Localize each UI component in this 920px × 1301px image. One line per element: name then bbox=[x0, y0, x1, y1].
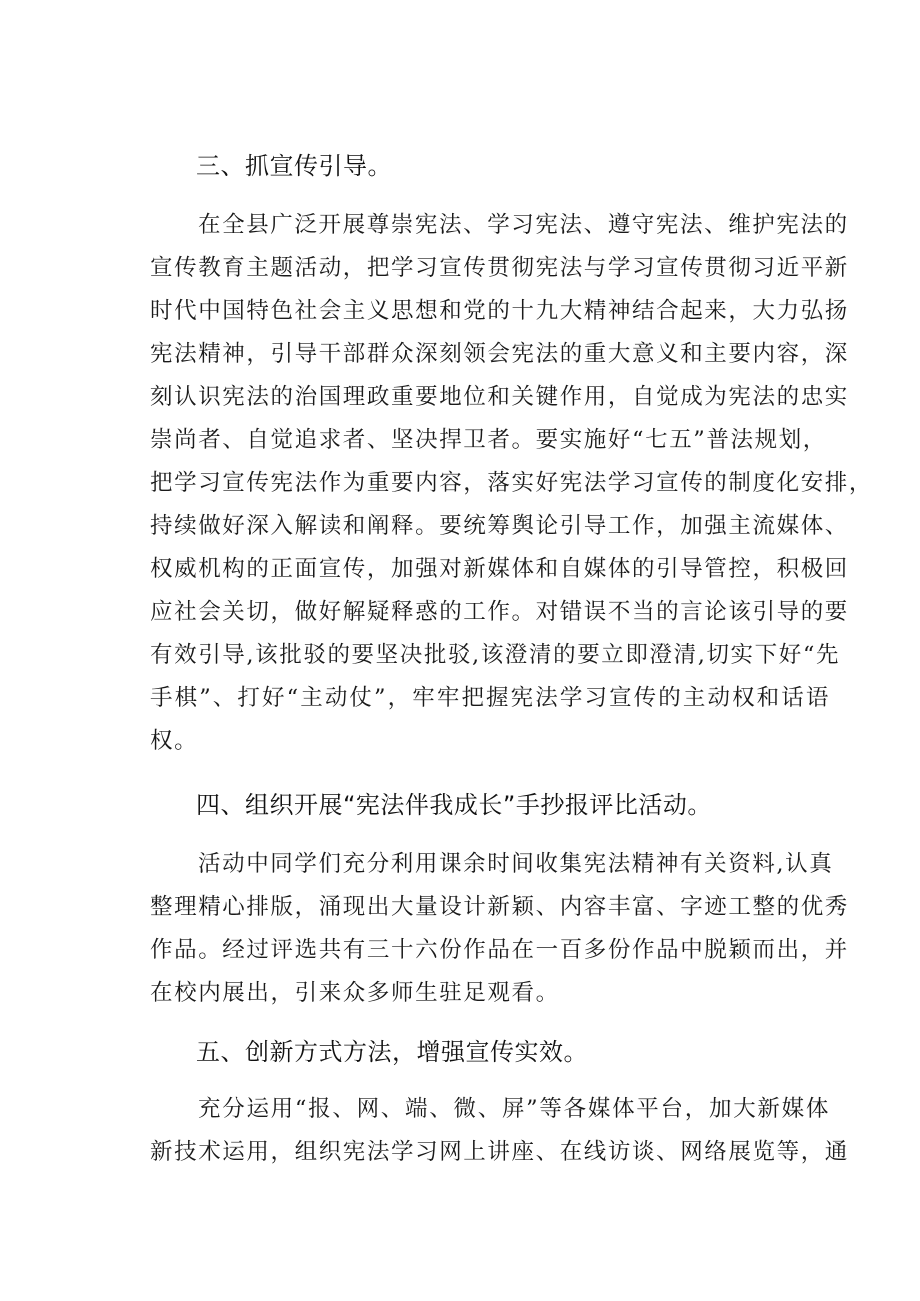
paragraph-line: 新技术运用，组织宪法学习网上讲座、在线访谈、网络展览等，通 bbox=[150, 1139, 849, 1165]
paragraph-line: 有效引导,该批驳的要坚决批驳,该澄清的要立即澄清,切实下好“先 bbox=[150, 642, 841, 668]
paragraph-line: 充分运用“报、网、端、微、屏”等各媒体平台，加大新媒体 bbox=[198, 1096, 830, 1122]
paragraph-line: 持续做好深入解读和阐释。要统筹舆论引导工作，加强主流媒体、 bbox=[150, 513, 849, 539]
paragraph-line: 崇尚者、自觉追求者、坚决捍卫者。要实施好“七五”普法规划， bbox=[150, 427, 827, 453]
paragraph-line: 手棋”、打好“主动仗”，牢牢把握宪法学习宣传的主动权和话语 bbox=[150, 685, 830, 711]
paragraph-line: 权威机构的正面宣传，加强对新媒体和自媒体的引导管控，积极回 bbox=[150, 556, 849, 582]
paragraph-line: 刻认识宪法的治国理政重要地位和关键作用，自觉成为宪法的忠实 bbox=[150, 384, 849, 410]
section-heading-3: 三、抓宣传引导。 bbox=[196, 152, 392, 180]
paragraph-line: 作品。经过评选共有三十六份作品在一百多份作品中脱颖而出，并 bbox=[150, 937, 849, 963]
paragraph-line: 整理精心排版，涌现出大量设计新颖、内容丰富、字迹工整的优秀 bbox=[150, 894, 849, 920]
paragraph-line: 在全县广泛开展尊崇宪法、学习宪法、遵守宪法、维护宪法的 bbox=[198, 212, 849, 238]
paragraph-line: 宣传教育主题活动，把学习宣传贯彻宪法与学习宣传贯彻习近平新 bbox=[150, 255, 849, 281]
paragraph-line: 在校内展出，引来众多师生驻足观看。 bbox=[150, 980, 560, 1006]
paragraph-line: 把学习宣传宪法作为重要内容，落实好宪法学习宣传的制度化安排， bbox=[150, 470, 874, 496]
paragraph-line: 宪法精神，引导干部群众深刻领会宪法的重大意义和主要内容，深 bbox=[150, 341, 849, 367]
paragraph-line: 应社会关切，做好解疑释惑的工作。对错误不当的言论该引导的要 bbox=[150, 599, 849, 625]
section-heading-5: 五、创新方式方法，增强宣传实效。 bbox=[196, 1038, 588, 1066]
paragraph-line: 权。 bbox=[150, 728, 199, 754]
section-heading-4: 四、组织开展“宪法伴我成长”手抄报评比活动。 bbox=[196, 791, 712, 819]
paragraph-line: 时代中国特色社会主义思想和党的十九大精神结合起来，大力弘扬 bbox=[150, 298, 849, 324]
paragraph-line: 活动中同学们充分利用课余时间收集宪法精神有关资料,认真 bbox=[198, 851, 834, 877]
